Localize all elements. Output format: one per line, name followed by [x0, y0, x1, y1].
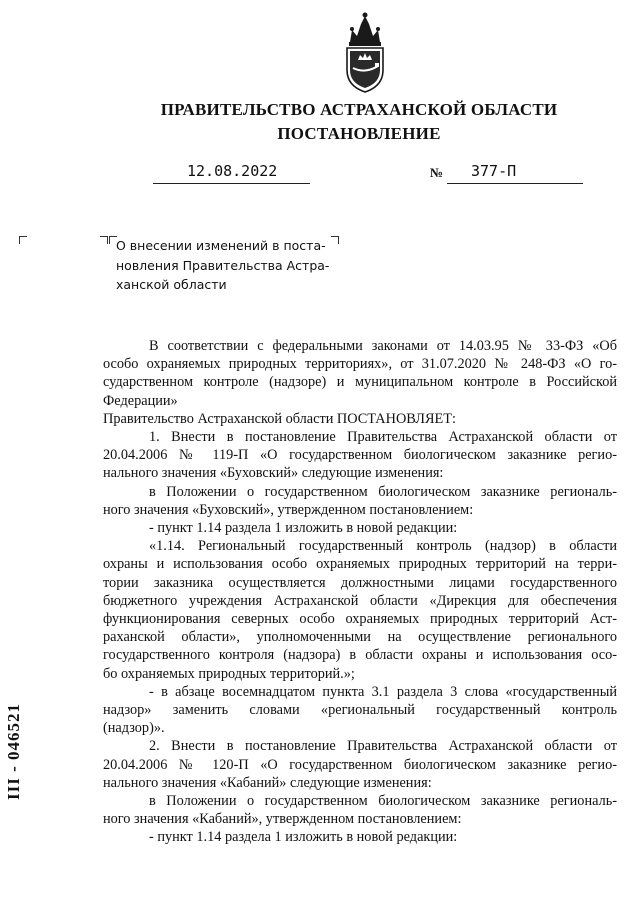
body-line: (надзор)». — [103, 720, 165, 737]
subject-line: новления Правительства Астра- — [116, 257, 330, 273]
organization-title: ПРАВИТЕЛЬСТВО АСТРАХАНСКОЙ ОБЛАСТИ — [160, 100, 558, 119]
subject-corner-mark — [100, 236, 108, 244]
body-line: бо охраняемых природных территорий.»; — [103, 665, 355, 682]
body-line: - пункт 1.14 раздела 1 изложить в новой редакции: — [149, 829, 458, 846]
body-line: нального значения «Буховский» следующие изменения: — [103, 465, 444, 482]
body-line: 2. Внести в постановление Правительства Астраханской области от — [149, 738, 617, 755]
body-line: ного значения «Кабаний», утвержденном постановлением: — [103, 811, 462, 828]
document-type-title: ПОСТАНОВЛЕНИЕ — [277, 124, 441, 143]
document-subject — [116, 236, 336, 295]
body-line: тории заказника осуществляется должностными лицами государственного — [103, 574, 617, 591]
body-line: охраны и использования особо охраняемых природных территорий на терри- — [103, 556, 617, 573]
body-line: 1. Внести в постановление Правительства Астраханской области от — [149, 429, 617, 446]
body-line: 20.04.2006 № 120-П «О государственном биологическом заказнике регио- — [103, 756, 617, 773]
body-line: Федерации» — [103, 392, 178, 409]
subject-line: О внесении изменений в поста- — [116, 238, 326, 253]
body-line: бюджетного учреждения Астраханской области «Дирекция для обеспечения — [103, 592, 617, 609]
subject-line: ханской области — [116, 277, 227, 292]
document-body — [103, 337, 617, 847]
number-sign: № — [430, 165, 444, 180]
serial-stamp: III - 046521 — [4, 702, 23, 800]
body-line: - пункт 1.14 раздела 1 изложить в новой редакции: — [149, 520, 458, 537]
body-line: Правительство Астраханской области ПОСТАНОВЛЯЕТ: — [103, 410, 456, 427]
body-line: в Положении о государственном биологическом заказнике региональ- — [149, 793, 617, 810]
document-number-field — [447, 161, 583, 184]
body-line: надзор» заменить словами «региональный государственный контроль — [103, 702, 617, 719]
body-line: в Положении о государственном биологическом заказнике региональ- — [149, 483, 617, 500]
coat-of-arms-emblem — [340, 12, 390, 94]
body-line: функционирования северных особо охраняемых природных территорий Аст- — [103, 611, 617, 628]
document-date-field — [153, 161, 310, 184]
body-line: 20.04.2006 № 119-П «О государственном биологическом заказнике регио- — [103, 447, 617, 464]
body-line: государственного контроля (надзора) в области охраны и использования осо- — [103, 647, 617, 664]
body-line: ного значения «Буховский», утвержденном постановлением: — [103, 501, 474, 518]
margin-corner-mark — [19, 236, 27, 244]
body-line: сударственном контроле (надзоре) и муниципальном контроле в Российской — [103, 374, 617, 391]
body-line: нального значения «Кабаний» следующие изменения: — [103, 774, 432, 791]
body-line: В соответствии с федеральными законами от 14.03.95 № 33-ФЗ «Об — [149, 338, 617, 354]
document-number: 377-П — [471, 162, 517, 180]
document-date: 12.08.2022 — [187, 162, 278, 180]
body-line: «1.14. Региональный государственный контроль (надзор) в области — [149, 538, 617, 555]
body-line: раханской области», уполномоченными на осуществление регионального — [103, 629, 617, 646]
body-line: - в абзаце восемнадцатом пункта 3.1 раздела 3 слова «государственный — [149, 683, 617, 700]
body-line: особо охраняемых природных территориях», от 31.07.2020 № 248-ФЗ «О го- — [103, 356, 617, 373]
